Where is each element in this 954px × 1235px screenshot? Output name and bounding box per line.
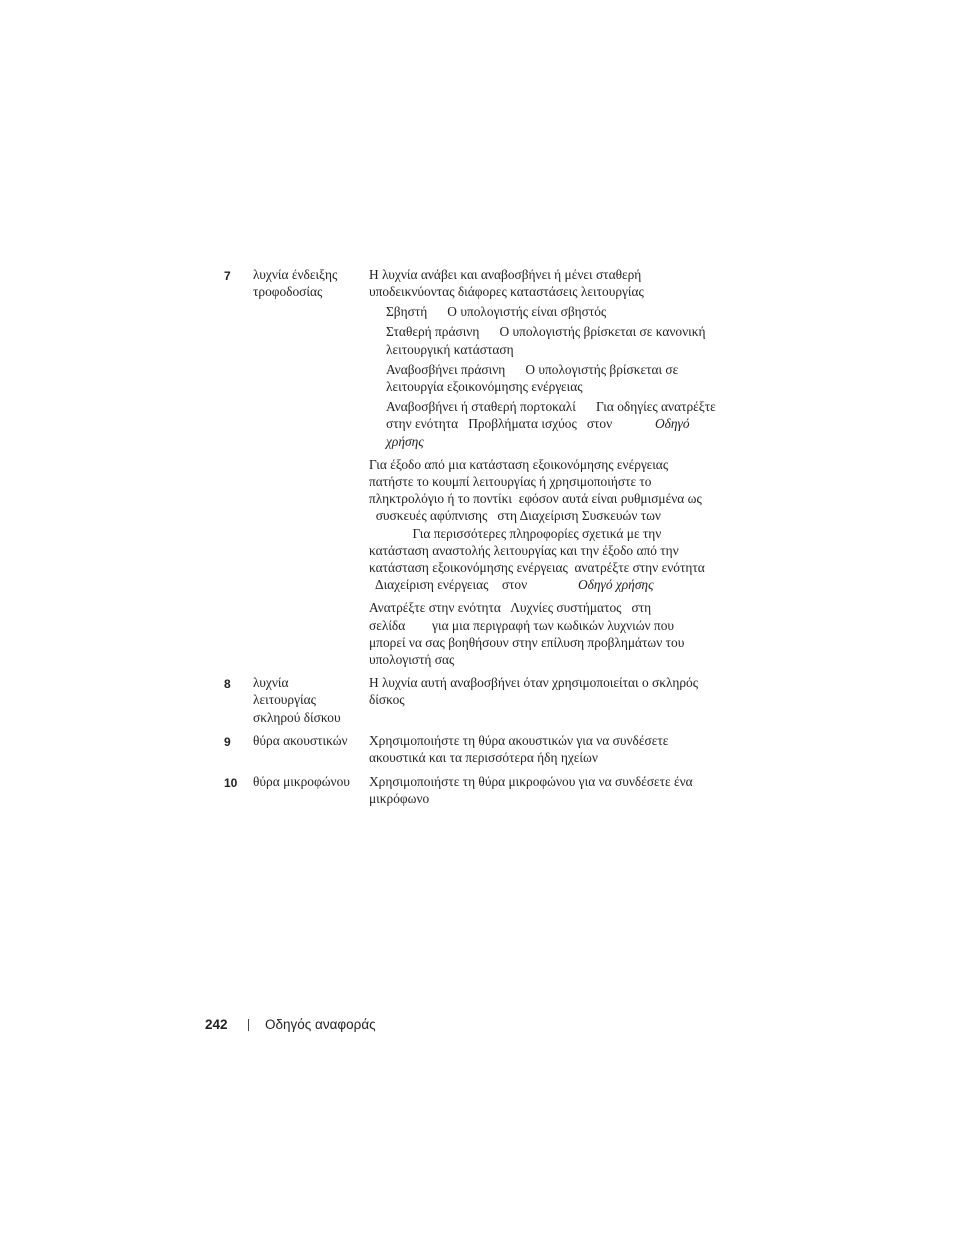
item-number: 7 [224,269,231,283]
item-number: 10 [224,776,238,790]
item-term: θύρα ακουστικών [253,733,348,748]
description-text: συσκευές αφύπνισης στη Διαχείριση Συσκευών των [369,508,661,523]
description-text: Χρησιμοποιήστε τη θύρα μικροφώνου για να συνδέσετε ένα [369,774,693,789]
state-text: Αναβοσβήνει ή σταθερή πορτοκαλί Για οδηγίες ανατρέξτε [386,399,716,414]
description-text: πληκτρολόγιο ή το ποντίκι εφόσον αυτά είναι ρυθμισμένα ως [369,491,702,506]
state-text: Σταθερή πράσινη Ο υπολογιστής βρίσκεται σε κανονική [386,324,706,339]
description-text: υπολογιστή σας [369,652,455,667]
state-text: Σβηστή Ο υπολογιστής είναι σβηστός [386,304,607,319]
item-number: 9 [224,735,231,749]
page-number: 242 [205,1017,228,1032]
description-text: ακουστικά και τα περισσότερα ήδη ηχείων [369,750,598,765]
item-number: 8 [224,677,231,691]
item-term: λυχνία [253,675,289,690]
state-text: Αναβοσβήνει πράσινη Ο υπολογιστής βρίσκεται σε [386,362,679,377]
guide-reference: χρήσης [386,434,424,449]
description-text: Για περισσότερες πληροφορίες σχετικά με την [369,526,662,541]
item-term: θύρα μικροφώνου [253,774,350,789]
item-term: λειτουργίας [253,692,316,707]
description-text: κατάσταση αναστολής λειτουργίας και την έξοδο από την [369,543,679,558]
item-term: λυχνία ένδειξης [253,267,338,282]
description-text: πατήστε το κουμπί λειτουργίας ή χρησιμοποιήστε το [369,474,652,489]
description-text: Η λυχνία ανάβει και αναβοσβήνει ή μένει σταθερή [369,267,642,282]
footer-title: Οδηγός αναφοράς [265,1017,376,1032]
description-text: μπορεί να σας βοηθήσουν στην επίλυση προβλημάτων του [369,635,685,650]
guide-reference: Οδηγό χρήσης [578,577,654,592]
state-text: λειτουργική κατάσταση [386,342,514,357]
footer-divider [248,1019,249,1031]
state-text: στην ενότητα Προβλήματα ισχύος στον [386,416,613,431]
guide-reference: Οδηγό [655,416,690,431]
description-text: υποδεικνύοντας διάφορες καταστάσεις λειτουργίας [369,284,644,299]
description-text: δίσκος [369,692,405,707]
description-text: Ανατρέξτε στην ενότητα Λυχνίες συστήματος στη [369,600,652,615]
description-text: Χρησιμοποιήστε τη θύρα ακουστικών για να συνδέσετε [369,733,669,748]
description-text: κατάσταση εξοικονόμησης ενέργειας ανατρέξτε στην ενότητα [369,560,705,575]
description-text: Για έξοδο από μια κατάσταση εξοικονόμησης ενέργειας [369,457,669,472]
description-text: μικρόφωνο [369,791,430,806]
description-text: Διαχείριση ενέργειας στον [369,577,528,592]
description-text: σελίδα για μια περιγραφή των κωδικών λυχνιών που [369,618,675,633]
description-text: Η λυχνία αυτή αναβοσβήνει όταν χρησιμοποιείται ο σκληρός [369,675,699,690]
state-text: λειτουργία εξοικονόμησης ενέργειας [386,379,583,394]
item-term: τροφοδοσίας [253,284,323,299]
item-term: σκληρού δίσκου [253,710,341,725]
